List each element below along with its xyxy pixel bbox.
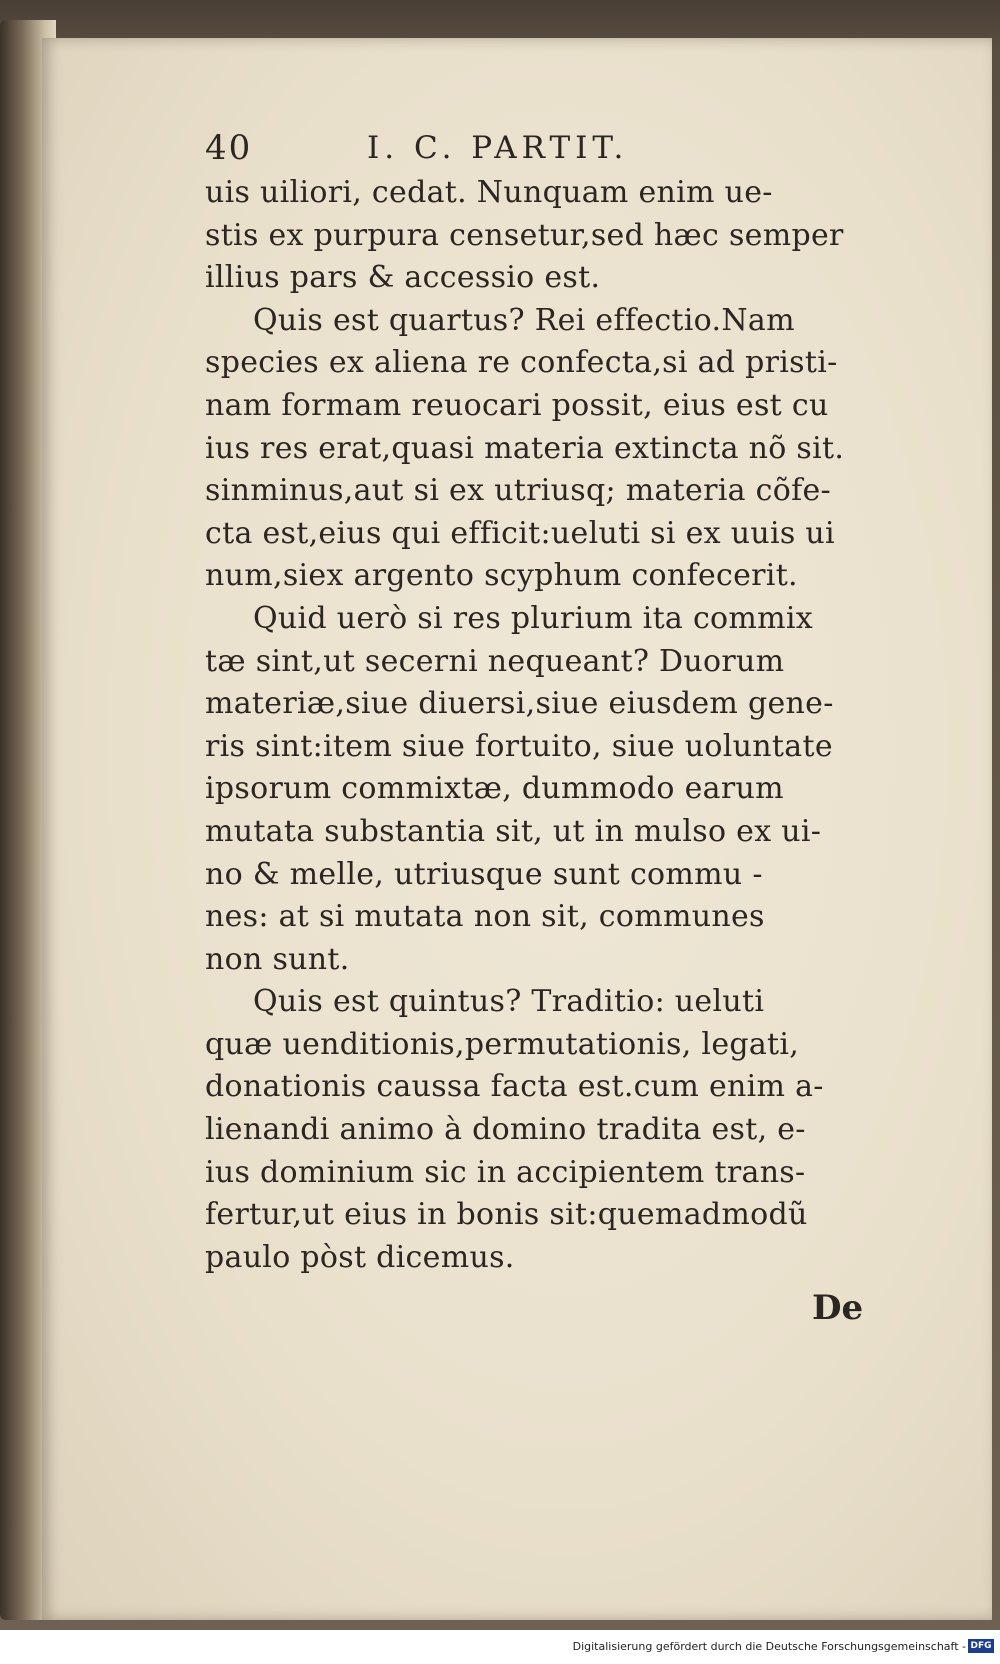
text-line: paulo pòst dicemus. <box>205 1239 515 1275</box>
page-number: 40 <box>205 128 253 168</box>
text-line: mutata substantia sit, ut in mulso ex ui- <box>205 813 822 849</box>
body-text <box>205 172 905 1279</box>
text-line: cta est,eius qui efficit:ueluti si ex uuis ui <box>205 515 835 551</box>
page-header <box>205 120 905 172</box>
text-line: illius pars & accessio est. <box>205 260 601 296</box>
text-line: stis ex purpura censetur,sed hæc semper <box>205 217 844 253</box>
text-line: non sunt. <box>205 941 350 977</box>
text-block <box>205 120 905 1279</box>
text-line: nam formam reuocari possit, eius est cu <box>205 387 829 423</box>
text-line: no & melle, utriusque sunt commu - <box>205 856 763 892</box>
text-line: lienandi animo à domino tradita est, e- <box>205 1112 806 1148</box>
text-line: materiæ,siue diuersi,siue eiusdem gene- <box>205 686 834 722</box>
text-line: species ex aliena re confecta,si ad pristi- <box>205 345 838 381</box>
text-line: ius res erat,quasi materia extincta nõ sit. <box>205 430 845 466</box>
text-line: fertur,ut eius in bonis sit:quemadmodũ <box>205 1197 808 1233</box>
text-line: ipsorum commixtæ, dummodo earum <box>205 771 784 807</box>
text-line: donationis caussa facta est.cum enim a- <box>205 1069 824 1105</box>
text-line: ius dominium sic in accipientem trans- <box>205 1154 806 1190</box>
text-line: ris sint:item siue fortuito, siue uoluntate <box>205 728 833 764</box>
text-line: Quis est quartus? Rei effectio.Nam <box>253 302 795 338</box>
text-line: quæ uenditionis,permutationis, legati, <box>205 1026 800 1062</box>
text-line: nes: at si mutata non sit, communes <box>205 899 765 935</box>
digitization-credit: Digitalisierung gefördert durch die Deutsche Forschungsgemeinschaft - <box>572 1640 966 1653</box>
text-line: uis uiliori, cedat. Nunquam enim ue- <box>205 175 773 210</box>
text-line: Quis est quintus? Traditio: ueluti <box>253 984 765 1020</box>
text-line: num,siex argento scyphum confecerit. <box>205 558 798 594</box>
catchword: De <box>812 1288 864 1328</box>
running-title: I. C. PARTIT. <box>367 130 629 166</box>
text-line: tæ sint,ut secerni nequeant? Duorum <box>205 643 785 679</box>
dfg-logo: DFG <box>968 1639 994 1653</box>
text-line: sinminus,aut si ex utriusq; materia cõfe- <box>205 473 831 509</box>
text-line: Quid uerò si res plurium ita commix <box>253 600 814 636</box>
